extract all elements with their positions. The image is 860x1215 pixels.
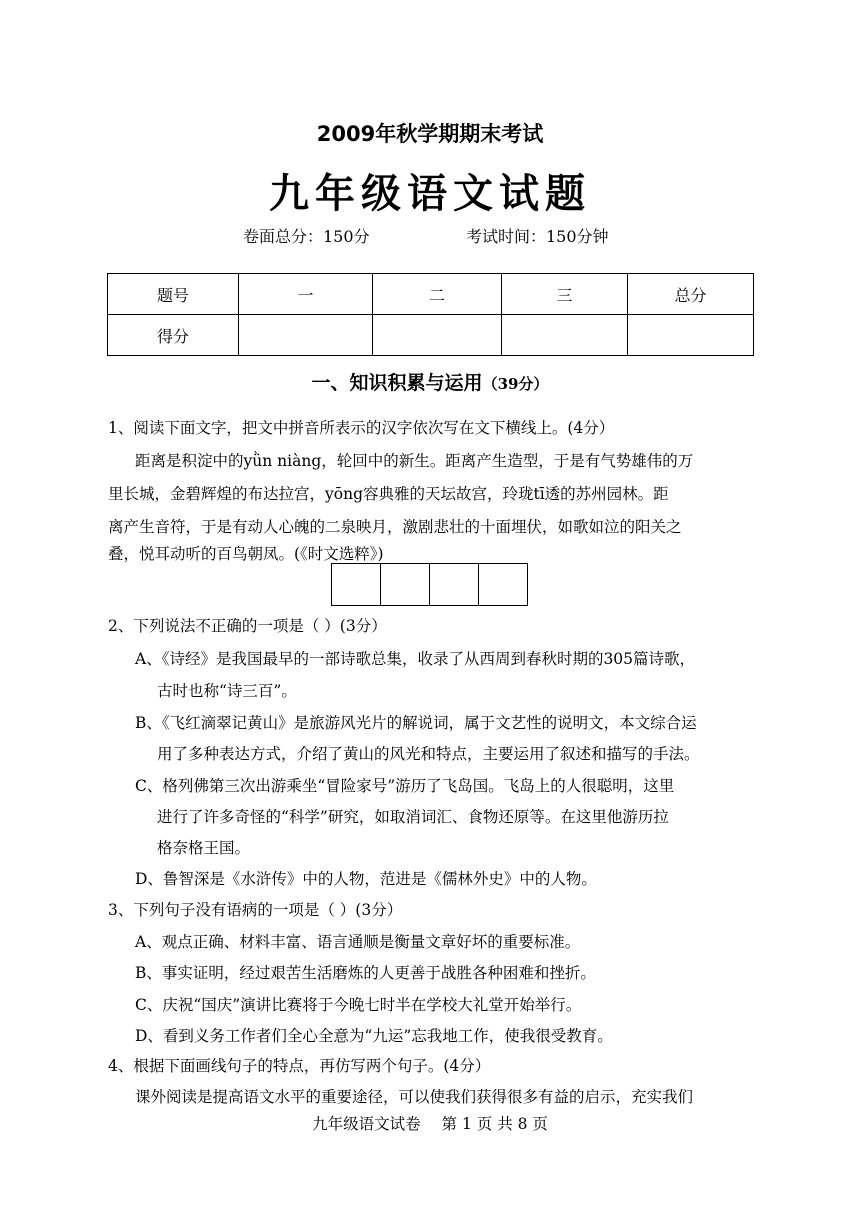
q2-option-c: C、格列佛第三次出游乘坐“冒险家号”游历了飞岛国。飞岛上的人很聪明，这里 <box>135 777 675 795</box>
question-4-stem: 4、根据下面画线句子的特点，再仿写两个句子。(4分） <box>108 1057 491 1075</box>
question-1-stem: 1、阅读下面文字，把文中拼音所表示的汉字依次写在文下横线上。(4分） <box>108 419 615 437</box>
section-points: （39分） <box>482 375 549 393</box>
footer-page-number: 第 1 页 共 8 页 <box>441 1115 548 1133</box>
score-header-cell: 三 <box>502 274 628 315</box>
q2-option-b-cont: 用了多种表达方式，介绍了黄山的风光和特点，主要运用了叙述和描写的手法。 <box>157 745 700 763</box>
answer-box[interactable] <box>478 563 528 606</box>
section-title <box>0 368 860 395</box>
exam-main-title: 九年级语文试题 <box>269 171 591 217</box>
answer-box[interactable] <box>331 563 381 606</box>
score-header-cell: 二 <box>373 274 502 315</box>
q2-option-c-cont: 进行了许多奇怪的“科学”研究，如取消词汇、食物还原等。在这里他游历拉 <box>157 808 669 826</box>
score-row-label: 得分 <box>108 315 239 356</box>
score-header-cell: 题号 <box>108 274 239 315</box>
q2-option-a-cont: 古时也称“诗三百”。 <box>157 682 297 700</box>
score-table-header-row <box>108 274 754 315</box>
q4-text-line: 课外阅读是提高语文水平的重要途径，可以使我们获得很多有益的启示，充实我们 <box>135 1088 694 1106</box>
q3-option-d: D、看到义务工作者们全心全意为“九运”忘我地工作，使我很受教育。 <box>135 1027 613 1045</box>
q3-option-c: C、庆祝“国庆”演讲比赛将于今晚七时半在学校大礼堂开始举行。 <box>135 996 582 1014</box>
score-header-cell: 一 <box>239 274 373 315</box>
page-footer <box>0 1112 860 1134</box>
score-header-cell: 总分 <box>628 274 754 315</box>
q2-option-c-cont: 格奈格王国。 <box>157 839 251 857</box>
passage-line: 里长城，金碧辉煌的布达拉宫，yōng容典雅的天坛故宫，玲珑tī透的苏州园林。距 <box>108 485 669 503</box>
score-cell[interactable] <box>239 315 373 356</box>
score-table-score-row <box>108 315 754 356</box>
exam-time-label: 考试时间：150分钟 <box>466 227 609 246</box>
q2-option-d: D、鲁智深是《水浒传》中的人物，范进是《儒林外史》中的人物。 <box>135 870 597 888</box>
passage-line: 叠，悦耳动听的百鸟朝凤。(《时文选粹》) <box>108 545 384 563</box>
answer-box[interactable] <box>380 563 430 606</box>
q3-option-a: A、观点正确、材料丰富、语言通顺是衡量文章好坏的重要标准。 <box>135 933 581 951</box>
score-table <box>107 273 754 356</box>
score-cell[interactable] <box>502 315 628 356</box>
footer-doc-name: 九年级语文试卷 <box>312 1115 421 1133</box>
q2-option-a: A、《诗经》是我国最早的一部诗歌总集，收录了从西周到春秋时期的305篇诗歌， <box>135 650 696 668</box>
passage-line: 离产生音符，于是有动人心魄的二泉映月，激剧悲壮的十面埋伏，如歌如泣的阳关之 <box>108 518 682 536</box>
q3-option-b: B、事实证明，经过艰苦生活磨炼的人更善于战胜各种困难和挫折。 <box>135 964 596 982</box>
score-cell[interactable] <box>628 315 754 356</box>
total-score-label: 卷面总分：150分 <box>243 227 370 246</box>
question-2-stem: 2、下列说法不正确的一项是（ ）(3分） <box>108 617 387 635</box>
passage-line: 距离是积淀中的yǜn niàng，轮回中的新生。距离产生造型，于是有气势雄伟的万 <box>135 452 694 470</box>
score-cell[interactable] <box>373 315 502 356</box>
question-3-stem: 3、下列句子没有语病的一项是（ ）(3分） <box>108 901 403 919</box>
answer-box[interactable] <box>429 563 479 606</box>
exam-session-title: 2009年秋学期期末考试 <box>316 122 544 146</box>
answer-boxes <box>332 563 528 606</box>
q2-option-b: B、《飞红滴翠记黄山》是旅游风光片的解说词，属于文艺性的说明文，本文综合运 <box>135 714 697 732</box>
section-title-text: 一、知识积累与运用 <box>311 372 483 394</box>
